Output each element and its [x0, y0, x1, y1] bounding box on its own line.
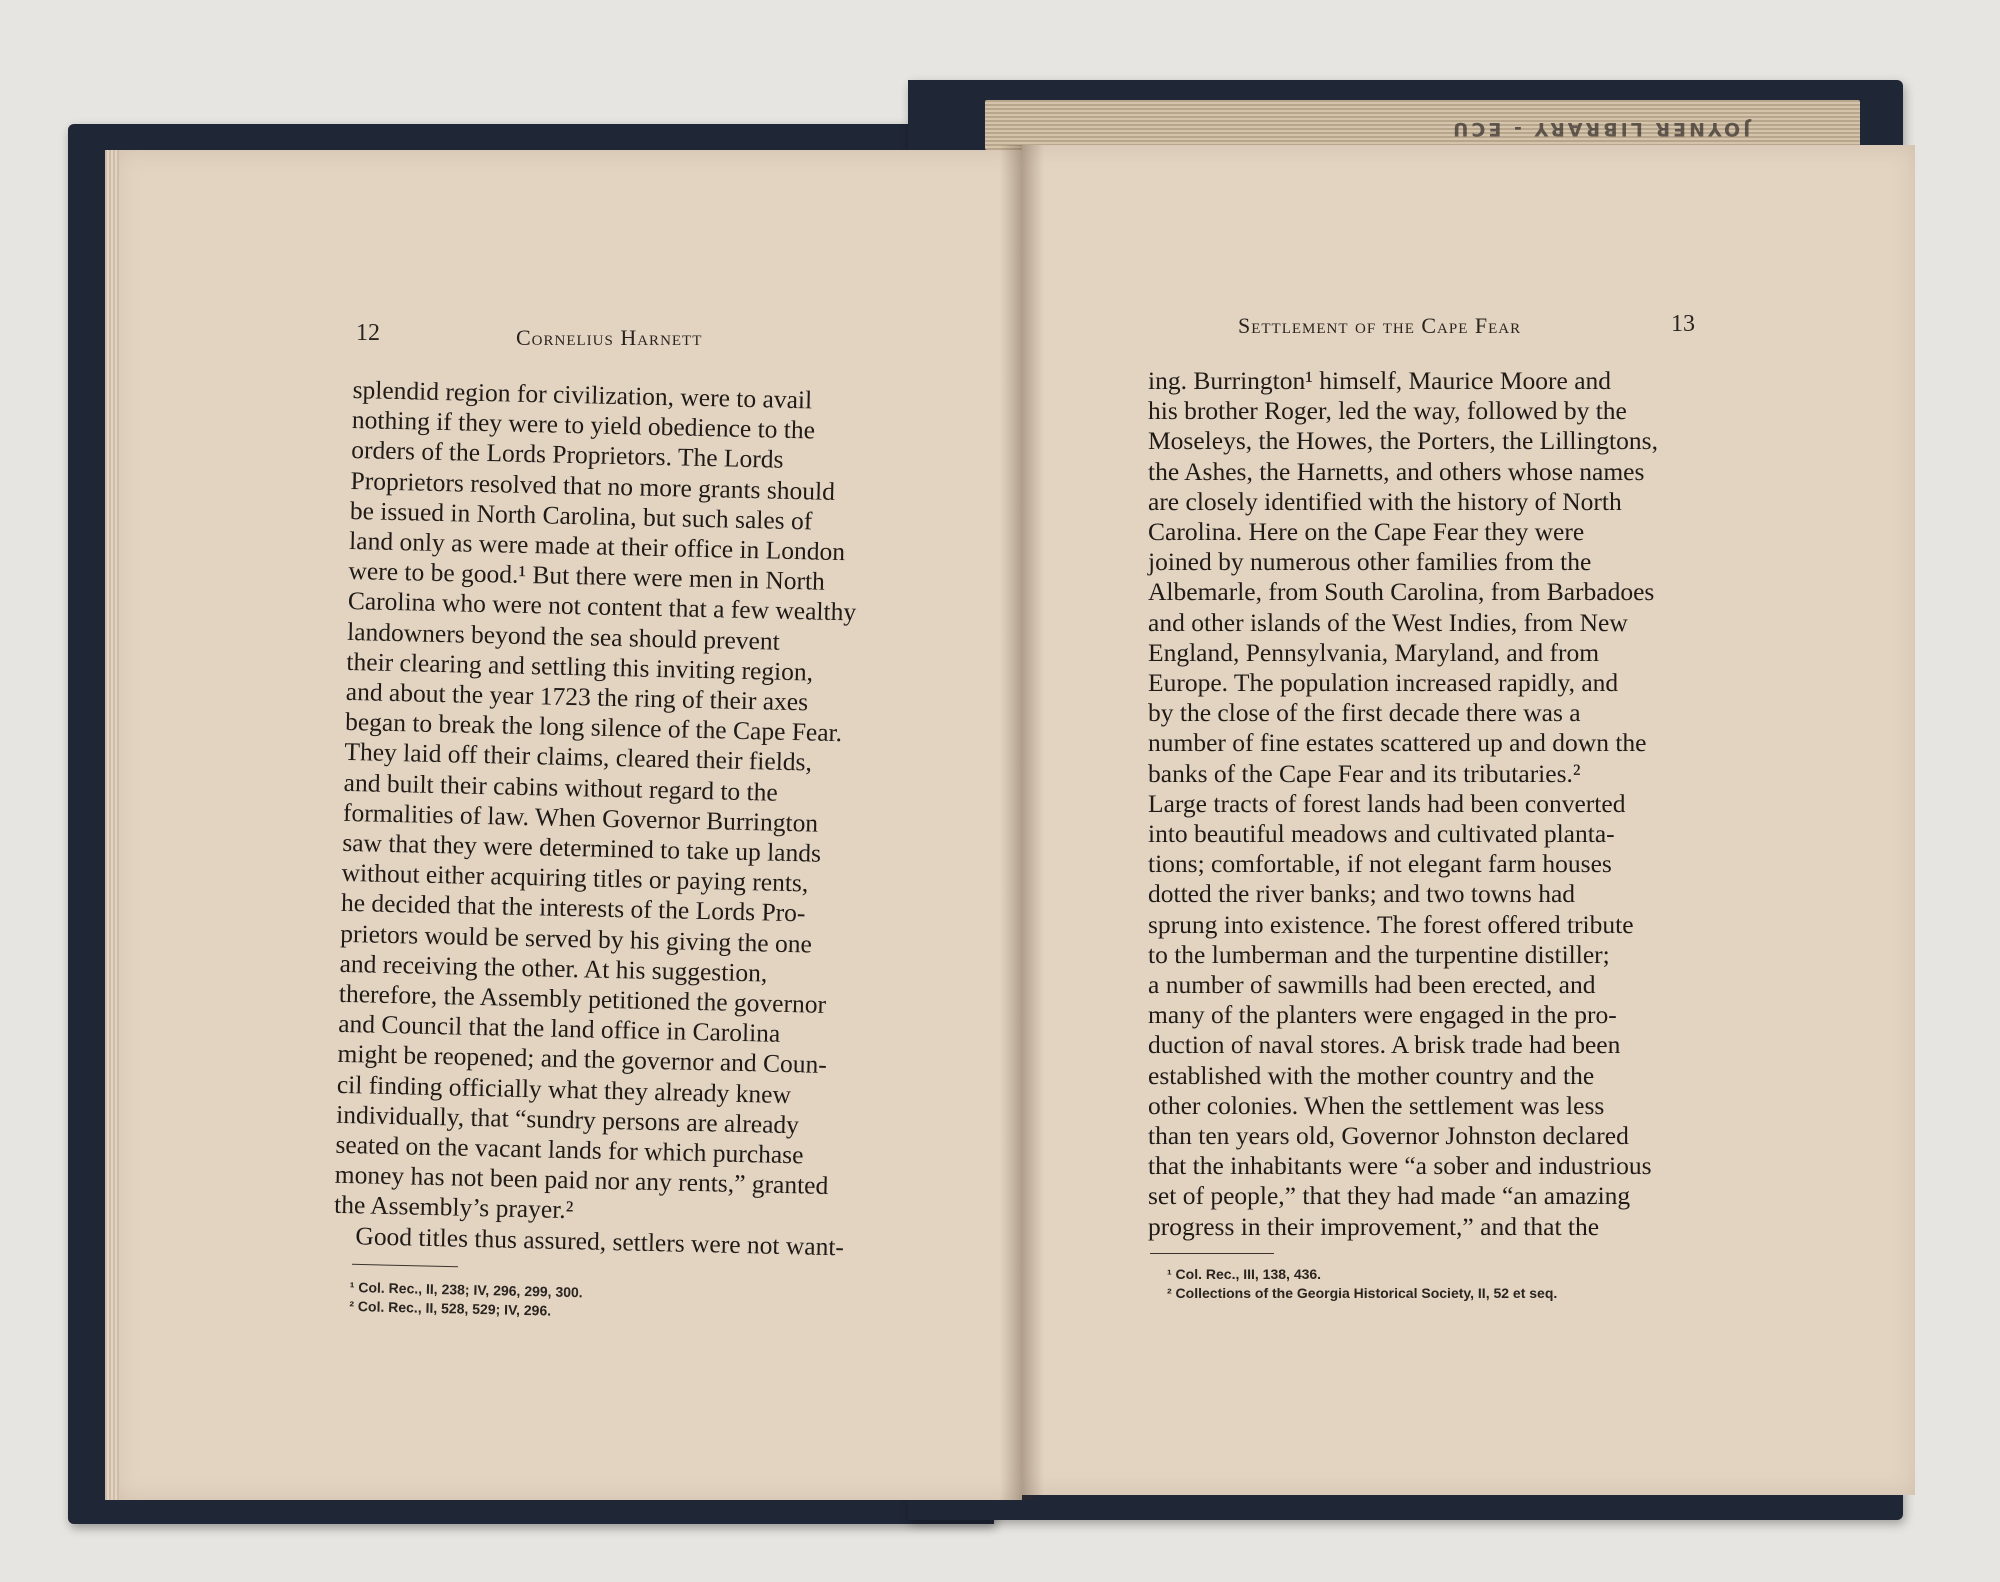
text-line: and Council that the land office in Carolina	[337, 1009, 781, 1049]
text-line: splendid region for civilization, were to avail	[352, 375, 813, 415]
text-line: set of people,” that they had made “an amazing	[1148, 1181, 1631, 1211]
text-line: Europe. The population increased rapidly, and	[1148, 668, 1619, 698]
text-line: Albemarle, from South Carolina, from Barbadoes	[1148, 577, 1655, 607]
text-line: are closely identified with the history of North	[1148, 486, 1622, 516]
text-line: formalities of law. When Governor Burrington	[342, 797, 819, 838]
text-line: progress in their improvement,” and that the	[1148, 1211, 1600, 1241]
text-line: banks of the Cape Fear and its tributaries.²	[1148, 758, 1581, 788]
text-line: Large tracts of forest lands had been converted	[1148, 788, 1626, 818]
text-line: dotted the river banks; and two towns had	[1148, 879, 1576, 909]
footnote: ² Collections of the Georgia Historical Society, II, 52 et seq.	[1167, 1285, 1558, 1301]
text-line: be issued in North Carolina, but such sales of	[349, 495, 813, 536]
text-line: land only as were made at their office in London	[348, 525, 846, 567]
left-page-body	[333, 375, 898, 1263]
book-gutter	[1000, 145, 1044, 1500]
right-footnotes	[1167, 1265, 1557, 1303]
right-page-number: 13	[1671, 311, 1695, 337]
text-line: saw that they were determined to take up lands	[342, 827, 822, 868]
text-line: individually, that “sundry persons are already	[335, 1099, 800, 1140]
text-line: a number of sawmills had been erected, and	[1148, 970, 1596, 1000]
text-line: nothing if they were to yield obedience to the	[351, 405, 816, 445]
text-line: than ten years old, Governor Johnston declared	[1148, 1121, 1629, 1151]
text-line: might be reopened; and the governor and Coun-	[337, 1039, 828, 1080]
text-line: Carolina who were not content that a few wealthy	[347, 586, 857, 627]
text-line: orders of the Lords Proprietors. The Lords	[350, 435, 784, 475]
footnote: ¹ Col. Rec., III, 138, 436.	[1167, 1266, 1322, 1282]
text-line: joined by numerous other families from the	[1148, 547, 1592, 577]
text-line: and built their cabins without regard to the	[343, 767, 779, 807]
text-line: his brother Roger, led the way, followed by the	[1148, 396, 1627, 426]
text-line: to the lumberman and the turpentine distiller;	[1148, 939, 1610, 969]
text-line: Carolina. Here on the Cape Fear they were	[1148, 517, 1585, 547]
text-line: and other islands of the West Indies, from New	[1148, 607, 1628, 637]
library-edge-stamp: JOYNER LIBRARY - ECU	[1449, 118, 1750, 140]
left-footnotes	[349, 1278, 583, 1321]
text-line: cil finding officially what they already knew	[336, 1069, 792, 1109]
text-line: and receiving the other. At his suggestion,	[339, 948, 768, 988]
text-line: began to break the long silence of the Cape Fear.	[344, 707, 843, 748]
text-line: were to be good.¹ But there were men in North	[348, 556, 826, 596]
text-line: into beautiful meadows and cultivated planta-	[1148, 819, 1615, 849]
text-line: by the close of the first decade there was a	[1148, 698, 1581, 728]
text-line: prietors would be served by his giving the one	[340, 918, 813, 959]
text-line: Moseleys, the Howes, the Porters, the Lillingtons,	[1148, 426, 1658, 456]
right-running-head: Settlement of the Cape Fear	[1238, 313, 1522, 338]
text-line: Proprietors resolved that no more grants should	[350, 465, 836, 506]
text-line: the Ashes, the Harnetts, and others whose names	[1148, 456, 1645, 486]
text-line: money has not been paid nor any rents,” granted	[334, 1160, 829, 1201]
text-line: tions; comfortable, if not elegant farm houses	[1148, 849, 1612, 879]
footnote: ¹ Col. Rec., II, 238; IV, 296, 299, 300.	[349, 1278, 583, 1301]
text-line: number of fine estates scattered up and down the	[1148, 728, 1647, 758]
text-line: England, Pennsylvania, Maryland, and from	[1148, 637, 1600, 667]
left-page-number: 12	[356, 320, 380, 346]
right-footnote-rule	[1150, 1253, 1274, 1254]
text-line: ing. Burrington¹ himself, Maurice Moore and	[1148, 366, 1612, 395]
text-line: established with the mother country and the	[1148, 1060, 1595, 1090]
right-page-body	[1148, 366, 1700, 1242]
left-running-head: Cornelius Harnett	[516, 325, 703, 350]
text-line: other colonies. When the settlement was less	[1148, 1090, 1605, 1120]
text-line: landowners beyond the sea should prevent	[346, 616, 781, 656]
text-line: Good titles thus assured, settlers were not want-	[355, 1220, 845, 1262]
text-line: many of the planters were engaged in the pro-	[1148, 1000, 1617, 1030]
footnote: ² Col. Rec., II, 528, 529; IV, 296.	[349, 1297, 552, 1319]
text-line: that the inhabitants were “a sober and industrious	[1148, 1151, 1652, 1181]
text-line: sprung into existence. The forest offered tribute	[1148, 909, 1634, 939]
text-line: therefore, the Assembly petitioned the governor	[338, 978, 827, 1019]
text-line: he decided that the interests of the Lords Pro-	[340, 888, 806, 928]
text-line: and about the year 1723 the ring of their axes	[345, 676, 809, 717]
text-line: the Assembly’s prayer.²	[333, 1190, 574, 1225]
text-line: their clearing and settling this inviting region,	[346, 646, 814, 687]
text-line: duction of naval stores. A brisk trade had been	[1148, 1030, 1621, 1060]
page-edges-top	[985, 100, 1860, 150]
text-line: They laid off their claims, cleared their fields,	[344, 737, 813, 777]
text-line: seated on the vacant lands for which purchase	[335, 1129, 804, 1170]
text-line: without either acquiring titles or paying rents,	[341, 858, 809, 898]
